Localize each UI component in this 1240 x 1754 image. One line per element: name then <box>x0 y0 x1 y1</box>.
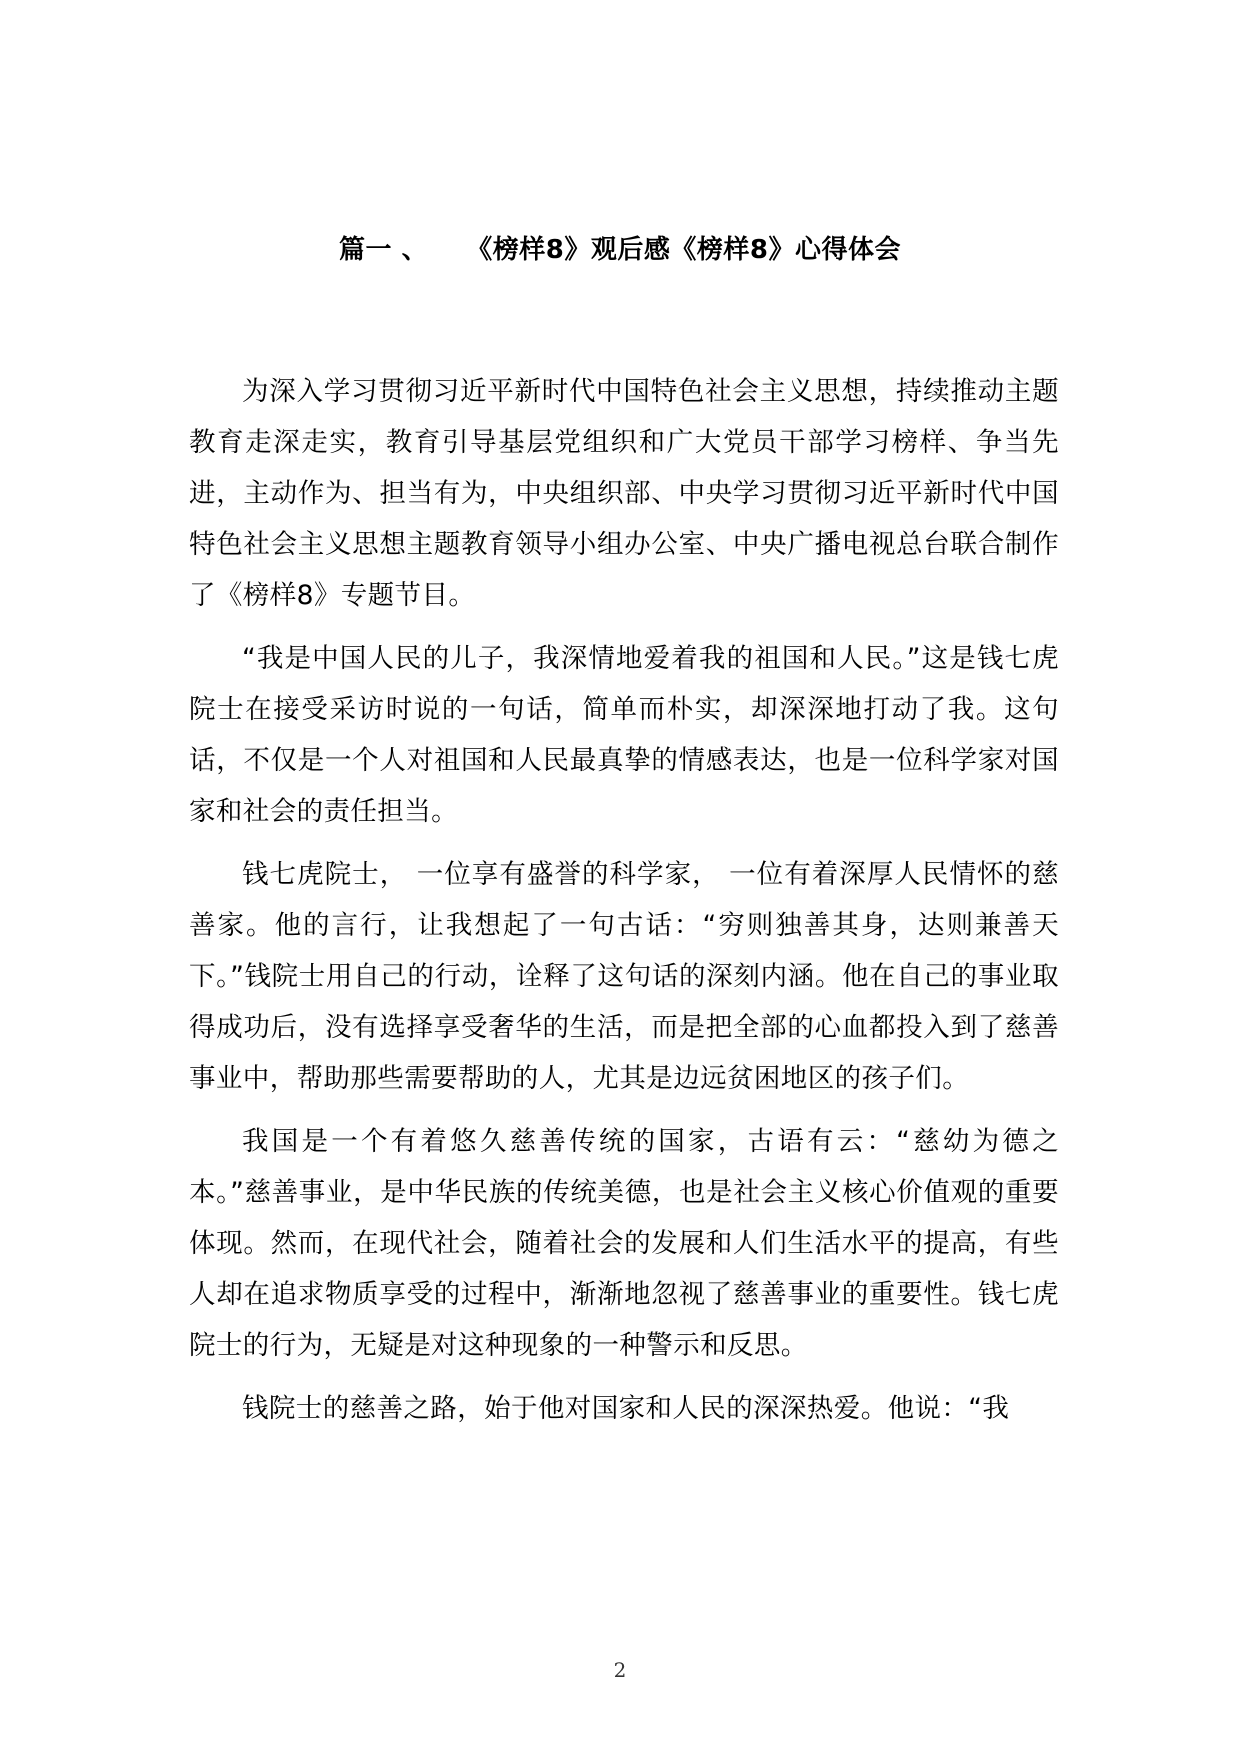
paragraph: 为深入学习贯彻习近平新时代中国特色社会主义思想，持续推动主题教育走深走实，教育引导基层党组织和广大党员干部学习榜样、争当先进，主动作为、担当有为，中央组织部、中央学习贯彻习近平新时代中国特色社会主义思想主题教育领导小组办公室、中央广播电视总台联合制作了《榜样8》专题节目。 <box>189 376 1059 611</box>
paragraph: 钱院士的慈善之路，始于他对国家和人民的深深热爱。他说：“我 <box>242 1393 1010 1424</box>
document-title: 篇一 、 《榜样8》观后感《榜样8》心得体会 <box>339 235 901 265</box>
document-body <box>189 366 1059 1446</box>
paragraph: “我是中国人民的儿子，我深情地爱着我的祖国和人民。”这是钱七虎院士在接受采访时说的一句话，简单而朴实，却深深地打动了我。这句话，不仅是一个人对祖国和人民最真挚的情感表达，也是一位科学家对国家和社会的责任担当。 <box>189 643 1059 827</box>
paragraph: 钱七虎院士， 一位享有盛誉的科学家， 一位有着深厚人民情怀的慈善家。他的言行，让我想起了一句古话：“穷则独善其身，达则兼善天下。”钱院士用自己的行动，诠释了这句话的深刻内涵。他在自己的事业取得成功后，没有选择享受奢华的生活，而是把全部的心血都投入到了慈善事业中，帮助那些需要帮助的人，尤其是边远贫困地区的孩子们。 <box>189 859 1059 1094</box>
paragraph: 我国是一个有着悠久慈善传统的国家，古语有云：“慈幼为德之本。”慈善事业，是中华民族的传统美德，也是社会主义核心价值观的重要体现。然而，在现代社会，随着社会的发展和人们生活水平的提高，有些人却在追求物质享受的过程中，渐渐地忽视了慈善事业的重要性。钱七虎院士的行为，无疑是对这种现象的一种警示和反思。 <box>189 1126 1059 1361</box>
page-number: 2 <box>613 1658 627 1682</box>
